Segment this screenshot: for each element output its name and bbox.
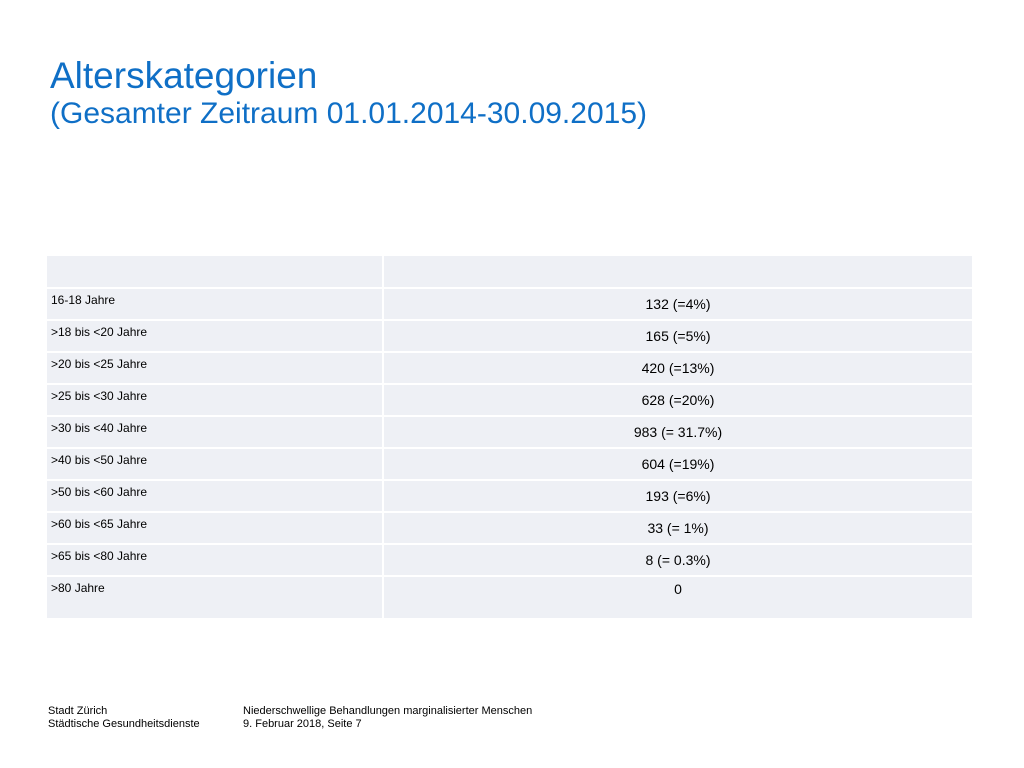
age-category-count: 8 (= 0.3%) [383,544,972,576]
footer-organization [48,705,200,731]
table-row [47,448,972,480]
age-category-count: 193 (=6%) [383,480,972,512]
title-main: Alterskategorien [50,55,318,96]
age-category-label: 16-18 Jahre [47,288,383,320]
table-row [47,512,972,544]
age-category-label: >40 bis <50 Jahre [47,448,383,480]
table-row [47,544,972,576]
slide-title [50,56,647,132]
age-category-label: >20 bis <25 Jahre [47,352,383,384]
age-category-count: 132 (=4%) [383,288,972,320]
age-category-label: >25 bis <30 Jahre [47,384,383,416]
table-row [47,384,972,416]
footer-presentation-info [243,705,532,731]
table-header-row [47,256,972,288]
age-category-count: 0 [383,576,972,619]
age-category-count: 628 (=20%) [383,384,972,416]
table-row [47,352,972,384]
header-cell-value [383,256,972,288]
footer-date-page: 9. Februar 2018, Seite 7 [243,718,362,730]
age-category-count: 165 (=5%) [383,320,972,352]
age-category-count: 420 (=13%) [383,352,972,384]
age-category-table [47,256,972,620]
table-row [47,576,972,619]
footer-department: Städtische Gesundheitsdienste [48,718,200,730]
age-category-label: >60 bis <65 Jahre [47,512,383,544]
table-row [47,320,972,352]
table-row [47,416,972,448]
age-category-count: 33 (= 1%) [383,512,972,544]
table-row [47,480,972,512]
header-cell-category [47,256,383,288]
age-category-label: >80 Jahre [47,576,383,619]
table-row [47,288,972,320]
age-category-count: 983 (= 31.7%) [383,416,972,448]
age-category-label: >18 bis <20 Jahre [47,320,383,352]
age-category-label: >30 bis <40 Jahre [47,416,383,448]
footer-city: Stadt Zürich [48,705,108,717]
age-category-label: >65 bis <80 Jahre [47,544,383,576]
title-period: (Gesamter Zeitraum 01.01.2014-30.09.2015) [50,97,647,130]
footer-presentation-title: Niederschwellige Behandlungen marginalisierter Menschen [243,705,533,717]
age-category-count: 604 (=19%) [383,448,972,480]
age-category-label: >50 bis <60 Jahre [47,480,383,512]
